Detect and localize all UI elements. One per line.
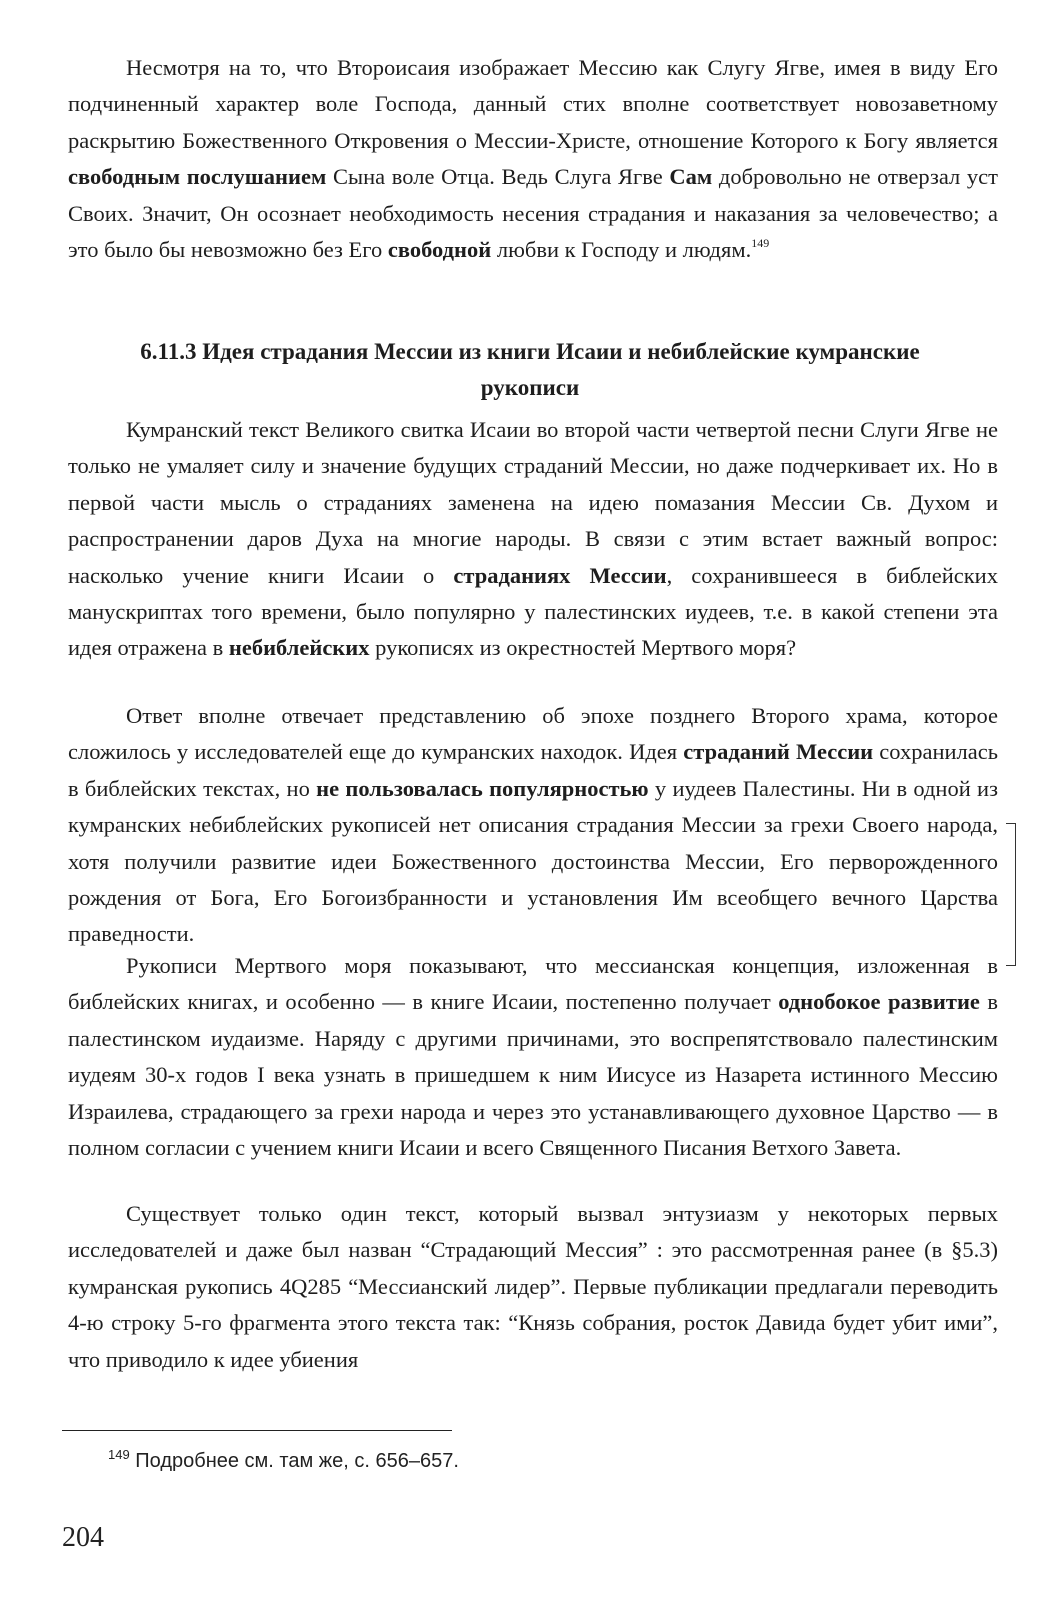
- footnote: [108, 1449, 459, 1473]
- bold-phrase: страданий Мессии: [683, 739, 874, 765]
- paragraph-4: Рукописи Мертвого моря показывают, что мессианская концепция, изложенная в библейских книгах, и особенно — в книге Исаии, постепенно получает однобокое развитие в палестинском иудаизме. Наряду с другими причинами, это воспрепятствовало палестинским иудеям 30-х годов I века узнать в пришедшем к ним Иисусе из Назарета истинного Мессию Израилева, страдающего за грехи народа и через это устанавливающего духовное Царство — в полном согласии с учением книги Исаии и всего Священного Писания Ветхого Завета.: [68, 953, 999, 1161]
- bold-phrase: свободной: [387, 237, 492, 263]
- bold-phrase: страданиях Мессии: [453, 562, 667, 588]
- paragraph-5: Существует только один текст, который вызвал энтузиазм у некоторых первых исследователей и даже был назван “Страдающий Мессия” : это рассмотренная ранее (в §5.3) кумранская рукопись 4Q285 “Мессианский лидер”. Первые публикации предлагали переводить 4-ю строку 5-го фрагмента этого текста так: “Князь собрания, росток Давида будет убит ими”, что приводило к идее убиения: [68, 1201, 998, 1372]
- paragraph-1: Несмотря на то, что Второисаия изображает Мессию как Слугу Ягве, имея в виду Его подчиненный характер воле Господа, данный стих вполне соответствует новозаветному раскрытию Божественного Откровения о Мессии-Христе, отношение Которого к Богу является свободным послушанием Сына воле Отца. Ведь Слуга Ягве Сам добровольно не отверзал уст Своих. Значит, Он осознает необходимость несения страдания и наказания за человечество; а это было бы невозможно без Его свободной любви к Господу и людям.$^{149}$: [68, 55, 998, 263]
- footnote-reference[interactable]: 149: [751, 236, 770, 251]
- margin-bracket: [1006, 823, 1016, 966]
- bold-phrase: Сам: [669, 164, 713, 190]
- bold-phrase: не пользовалась популярностью: [316, 775, 649, 801]
- footnote-number: 149: [108, 1447, 130, 1462]
- page-number: 204: [62, 1522, 104, 1553]
- bold-phrase: небиблейских: [228, 635, 370, 661]
- section-heading: 6.11.3 Идея страдания Мессии из книги Исаии и небиблейские кумранские рукописи: [140, 339, 920, 400]
- bold-phrase: свободным послушанием: [68, 164, 327, 190]
- paragraph-3: Ответ вполне отвечает представлению об эпохе позднего Второго храма, которое сложилось у исследователей еще до кумранских находок. Идея страданий Мессии сохранилась в библейских текстах, но не пользовалась популярностью у иудеев Палестины. Ни в одной из кумранских небиблейских рукописей нет описания страдания Мессии за грехи Своего народа, хотя получили развитие идеи Божественного достоинства Мессии, Его перворожденного рождения от Бога, Его Богоизбранности и установления Им всеобщего вечного Царства праведности.: [68, 703, 998, 947]
- footnote-text: Подробнее см. там же, с. 656–657.: [135, 1450, 459, 1472]
- bold-phrase: однобокое развитие: [778, 989, 980, 1015]
- footnote-divider: [62, 1430, 452, 1431]
- paragraph-2: Кумранский текст Великого свитка Исаии во второй части четвертой песни Слуги Ягве не только не умаляет силу и значение будущих страданий Мессии, но даже подчеркивает их. Но в первой части мысль о страданиях заменена на идею помазания Мессии Св. Духом и распространении даров Духа на многие народы. В связи с этим встает важный вопрос: насколько учение книги Исаии о страданиях Мессии, сохранившееся в библейских манускриптах того времени, было популярно у палестинских иудеев, т.е. в какой степени эта идея отражена в небиблейских рукописях из окрестностей Мертвого моря?: [68, 417, 998, 661]
